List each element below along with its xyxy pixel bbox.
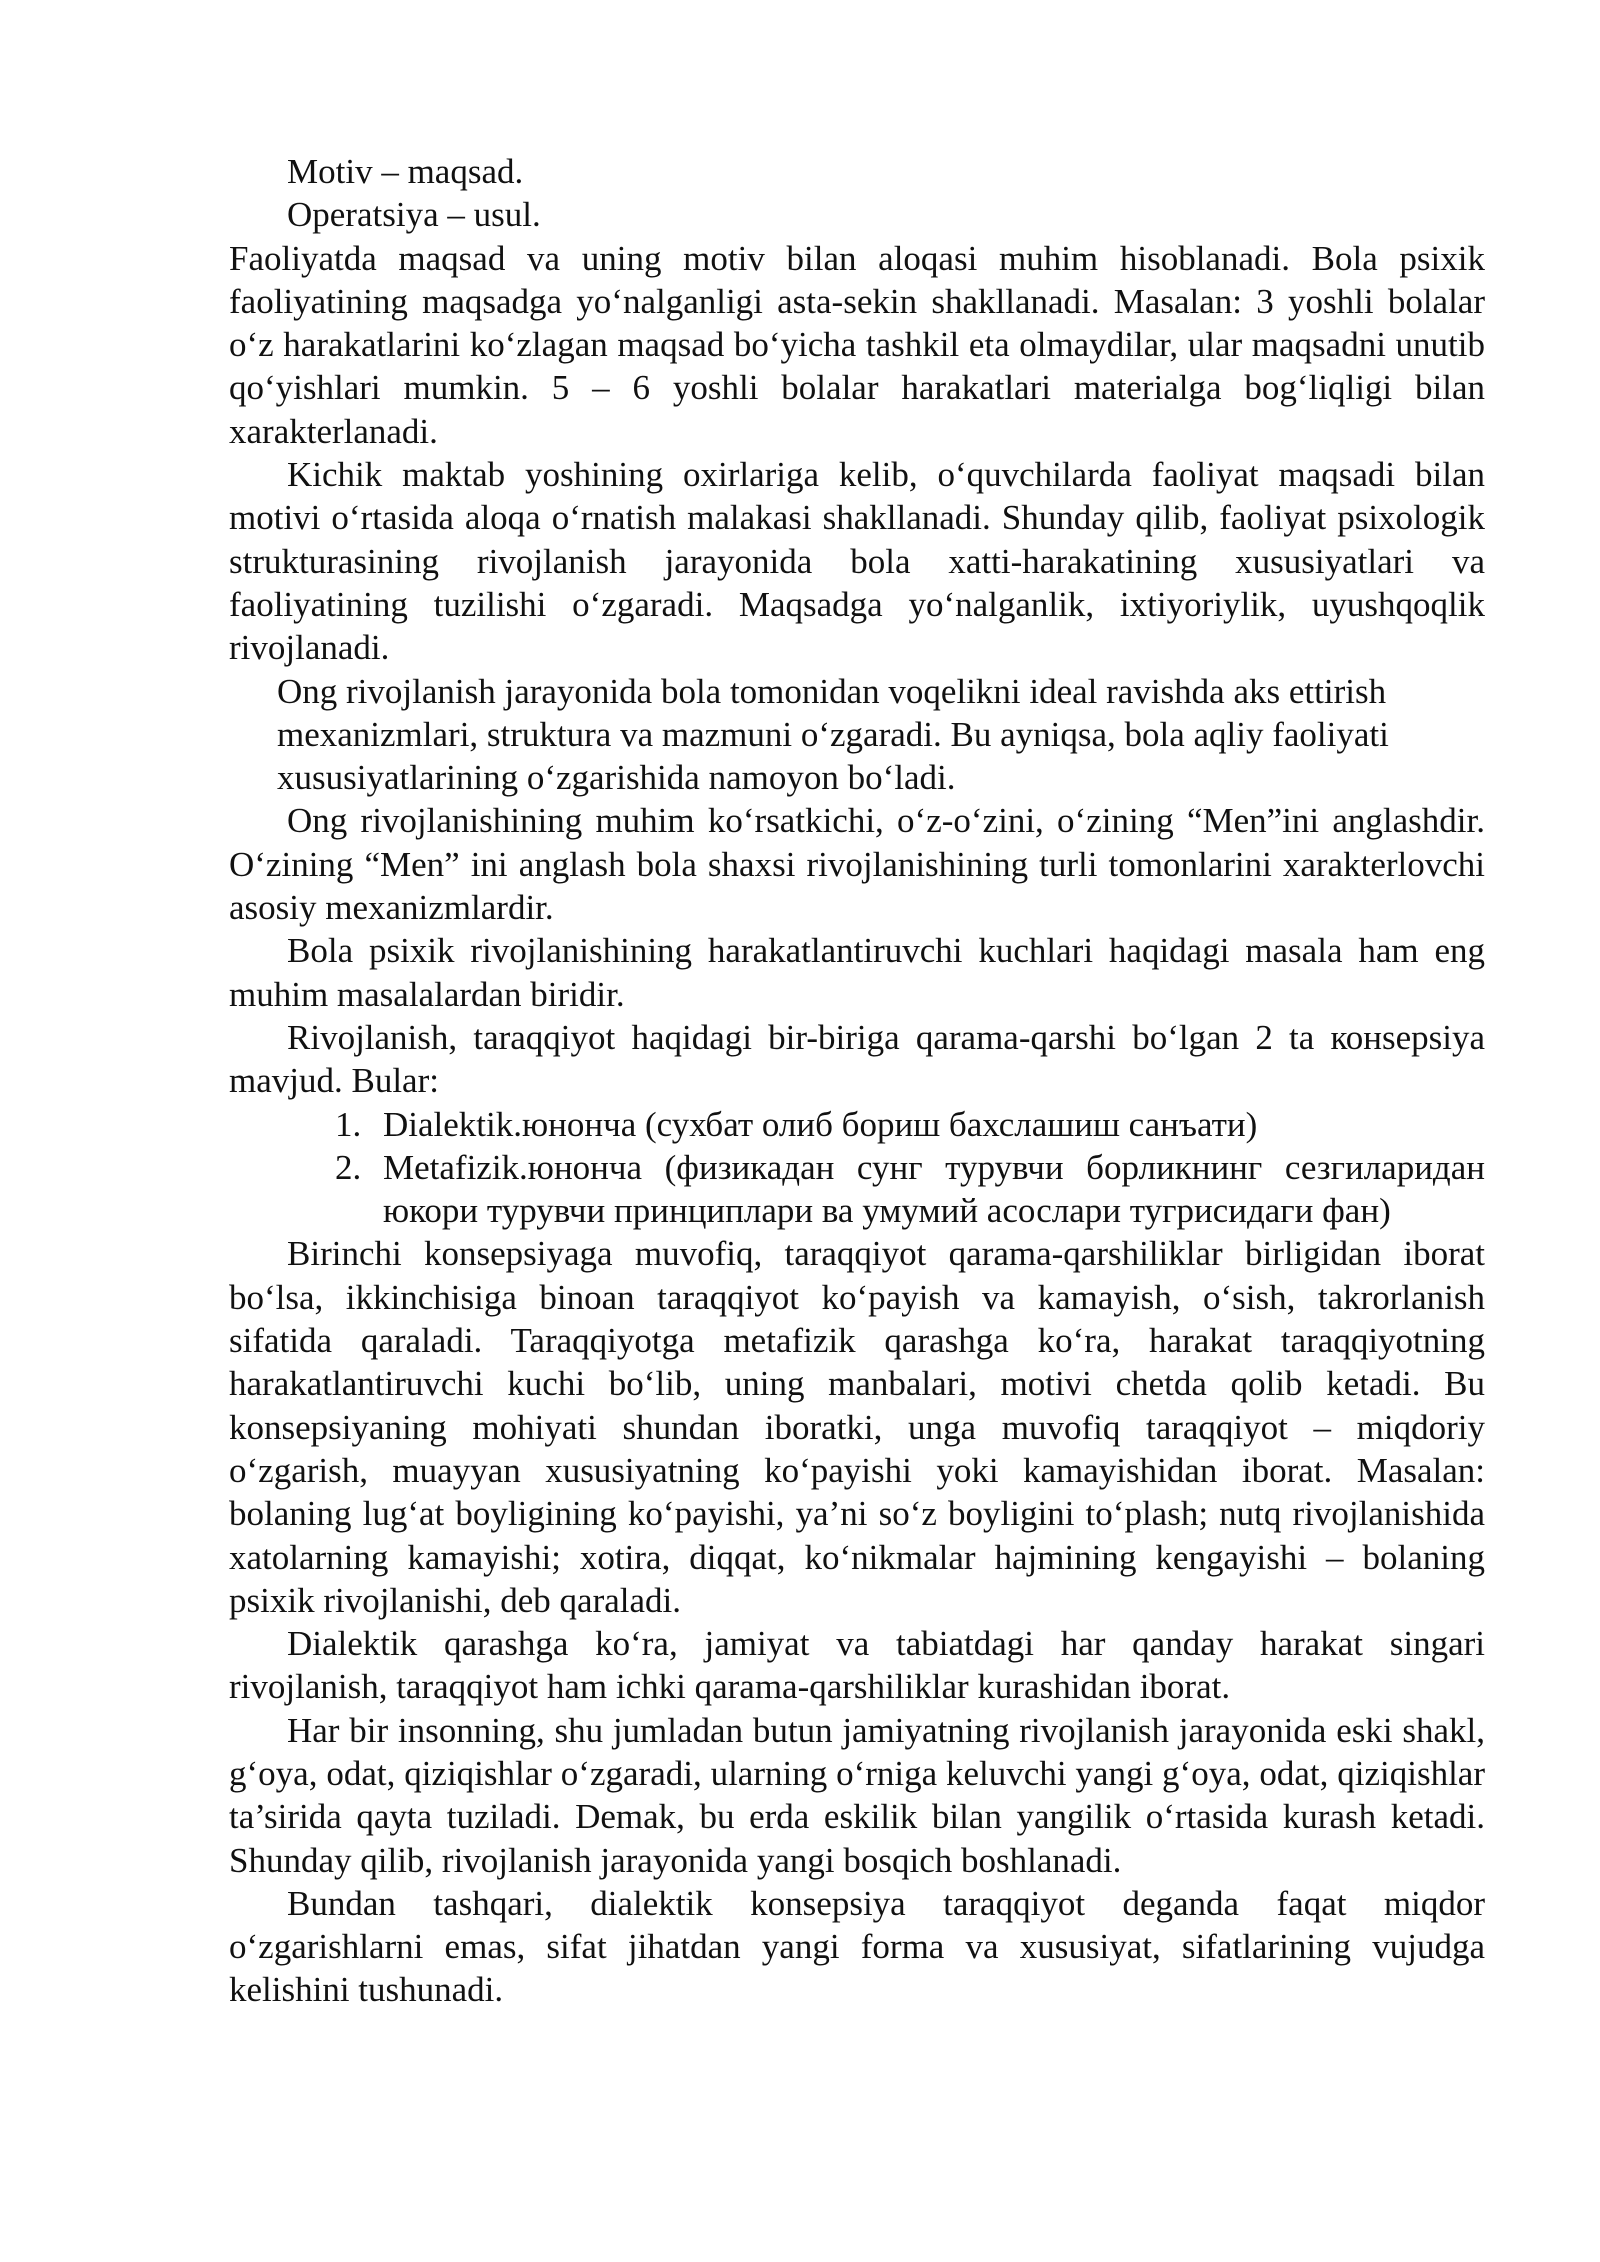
list-item-number: 2. <box>335 1147 362 1187</box>
paragraph-dialektik-qarash: Dialektik qarashga ko‘ra, jamiyat va tabiatdagi har qanday harakat singari rivojlanish, taraqqiyot ham ichki qarama-qarshiliklar kurashidan iborat. <box>229 1624 1485 1707</box>
document-page <box>229 150 1485 2012</box>
paragraph-ong-korsatkichi: Ong rivojlanishining muhim ko‘rsatkichi, o‘z-o‘zini, o‘zining “Men”ini anglashdir. O‘zining “Men” ini anglash bola shaxsi rivojlanishining turli tomonlarini xarakterlovchi asosiy mexanizmlardir. <box>229 801 1485 928</box>
paragraph-ong-rivojlanish: Ong rivojlanish jarayonida bola tomonidan voqelikni ideal ravishda aks ettirish mexanizmlari, struktura va mazmuni o‘zgaradi. Bu ayniqsa, bola aqliy faoliyati xususiyatlarining o‘zgarishida namoyon bo‘ladi. <box>277 671 1389 798</box>
paragraph-motiv: Motiv – maqsad. <box>287 152 524 191</box>
paragraph-har-bir-inson: Har bir insonning, shu jumladan butun jamiyatning rivojlanish jarayonida eski shakl, g‘oya, odat, qiziqishlar o‘zgaradi, ularning o‘rniga keluvchi yangi g‘oya, odat, qiziqishlar ta’sirida qayta tuziladi. Demak, bu erda eskilik bilan yangilik o‘rtasida kurash ketadi. Shunday qilib, rivojlanish jarayonida yangi bosqich boshlanadi. <box>229 1710 1485 1880</box>
paragraph-birinchi-konsepsiya: Birinchi konsepsiyaga muvofiq, taraqqiyot qarama-qarshiliklar birligidan iborat bo‘lsa, ikkinchisiga binoan taraqqiyot ko‘payish va kamayish, o‘sish, takrorlanish sifatida qaraladi. Taraqqiyotga metafizik qarashga ko‘ra, harakat taraqqiyotning harakatlantiruvchi kuchi bo‘lib, uning manbalari, motivi chetda qolib ketadi. Bu konsepsiyaning mohiyati shundan iboratki, unga muvofiq taraqqiyot – miqdoriy o‘zgarish, muayyan xususiyatning ko‘payishi yoki kamayishidan iborat. Masalan: bolaning lug‘at boyligining ko‘payishi, ya’ni so‘z boyligini to‘plash; nutq rivojlanishida xatolarning kamayishi; xotira, diqqat, ko‘nikmalar hajmining kengayishi – bolaning psixik rivojlanishi, deb qaraladi. <box>229 1234 1485 1620</box>
list-item <box>229 1103 1485 1146</box>
list-item-text: Dialektik.юнонча (сухбат олиб бориш бахслашиш санъати) <box>383 1104 1258 1144</box>
numbered-list <box>229 1103 1485 1233</box>
list-item-number: 1. <box>335 1104 362 1144</box>
paragraph-konsepsiyalar: Rivojlanish, taraqqiyot haqidagi bir-biriga qarama-qarshi bo‘lgan 2 ta конsepsiya mavjud. Bular: <box>229 1017 1485 1101</box>
paragraph-harakatlantiruvchi-kuchlar: Bola psixik rivojlanishining harakatlantiruvchi kuchlari haqidagi masala ham eng muhim masalalardan biridir. <box>229 931 1485 1014</box>
list-item-text: Metafizik.юнонча (физикадан сунг турувчи борликнинг сезгиларидан юкори турувчи принциплари ва умумий асослари тугрисидаги фан) <box>383 1147 1485 1231</box>
paragraph-kichik-maktab: Kichik maktab yoshining oxirlariga kelib, o‘quvchilarda faoliyat maqsadi bilan motivi o‘rtasida aloqa o‘rnatish malakasi shakllanadi. Shunday qilib, faoliyat psixologik strukturasining rivojlanish jarayonida bola xatti-harakatining xususiyatlari va faoliyatining tuzilishi o‘zgaradi. Maqsadga yo‘nalganlik, ixtiyoriylik, uyushqoqlik rivojlanadi. <box>229 455 1485 668</box>
paragraph-operatsiya: Operatsiya – usul. <box>287 195 541 235</box>
paragraph-faoliyat-maqsad: Faoliyatda maqsad va uning motiv bilan aloqasi muhim hisoblanadi. Bola psixik faoliyatining maqsadga yo‘nalganligi asta-sekin shakllanadi. Masalan: 3 yoshli bolalar o‘z harakatlarini ko‘zlagan maqsad bo‘yicha tashkil eta olmaydilar, ular maqsadni unutib qo‘yishlari mumkin. 5 – 6 yoshli bolalar harakatlari materialga bog‘liqligi bilan xarakterlanadi. <box>229 238 1485 451</box>
list-item <box>229 1146 1485 1233</box>
paragraph-bundan-tashqari: Bundan tashqari, dialektik konsepsiya taraqqiyot deganda faqat miqdor o‘zgarishlarni emas, sifat jihatdan yangi forma va xususiyat, sifatlarining vujudga kelishini tushunadi. <box>229 1883 1485 2010</box>
